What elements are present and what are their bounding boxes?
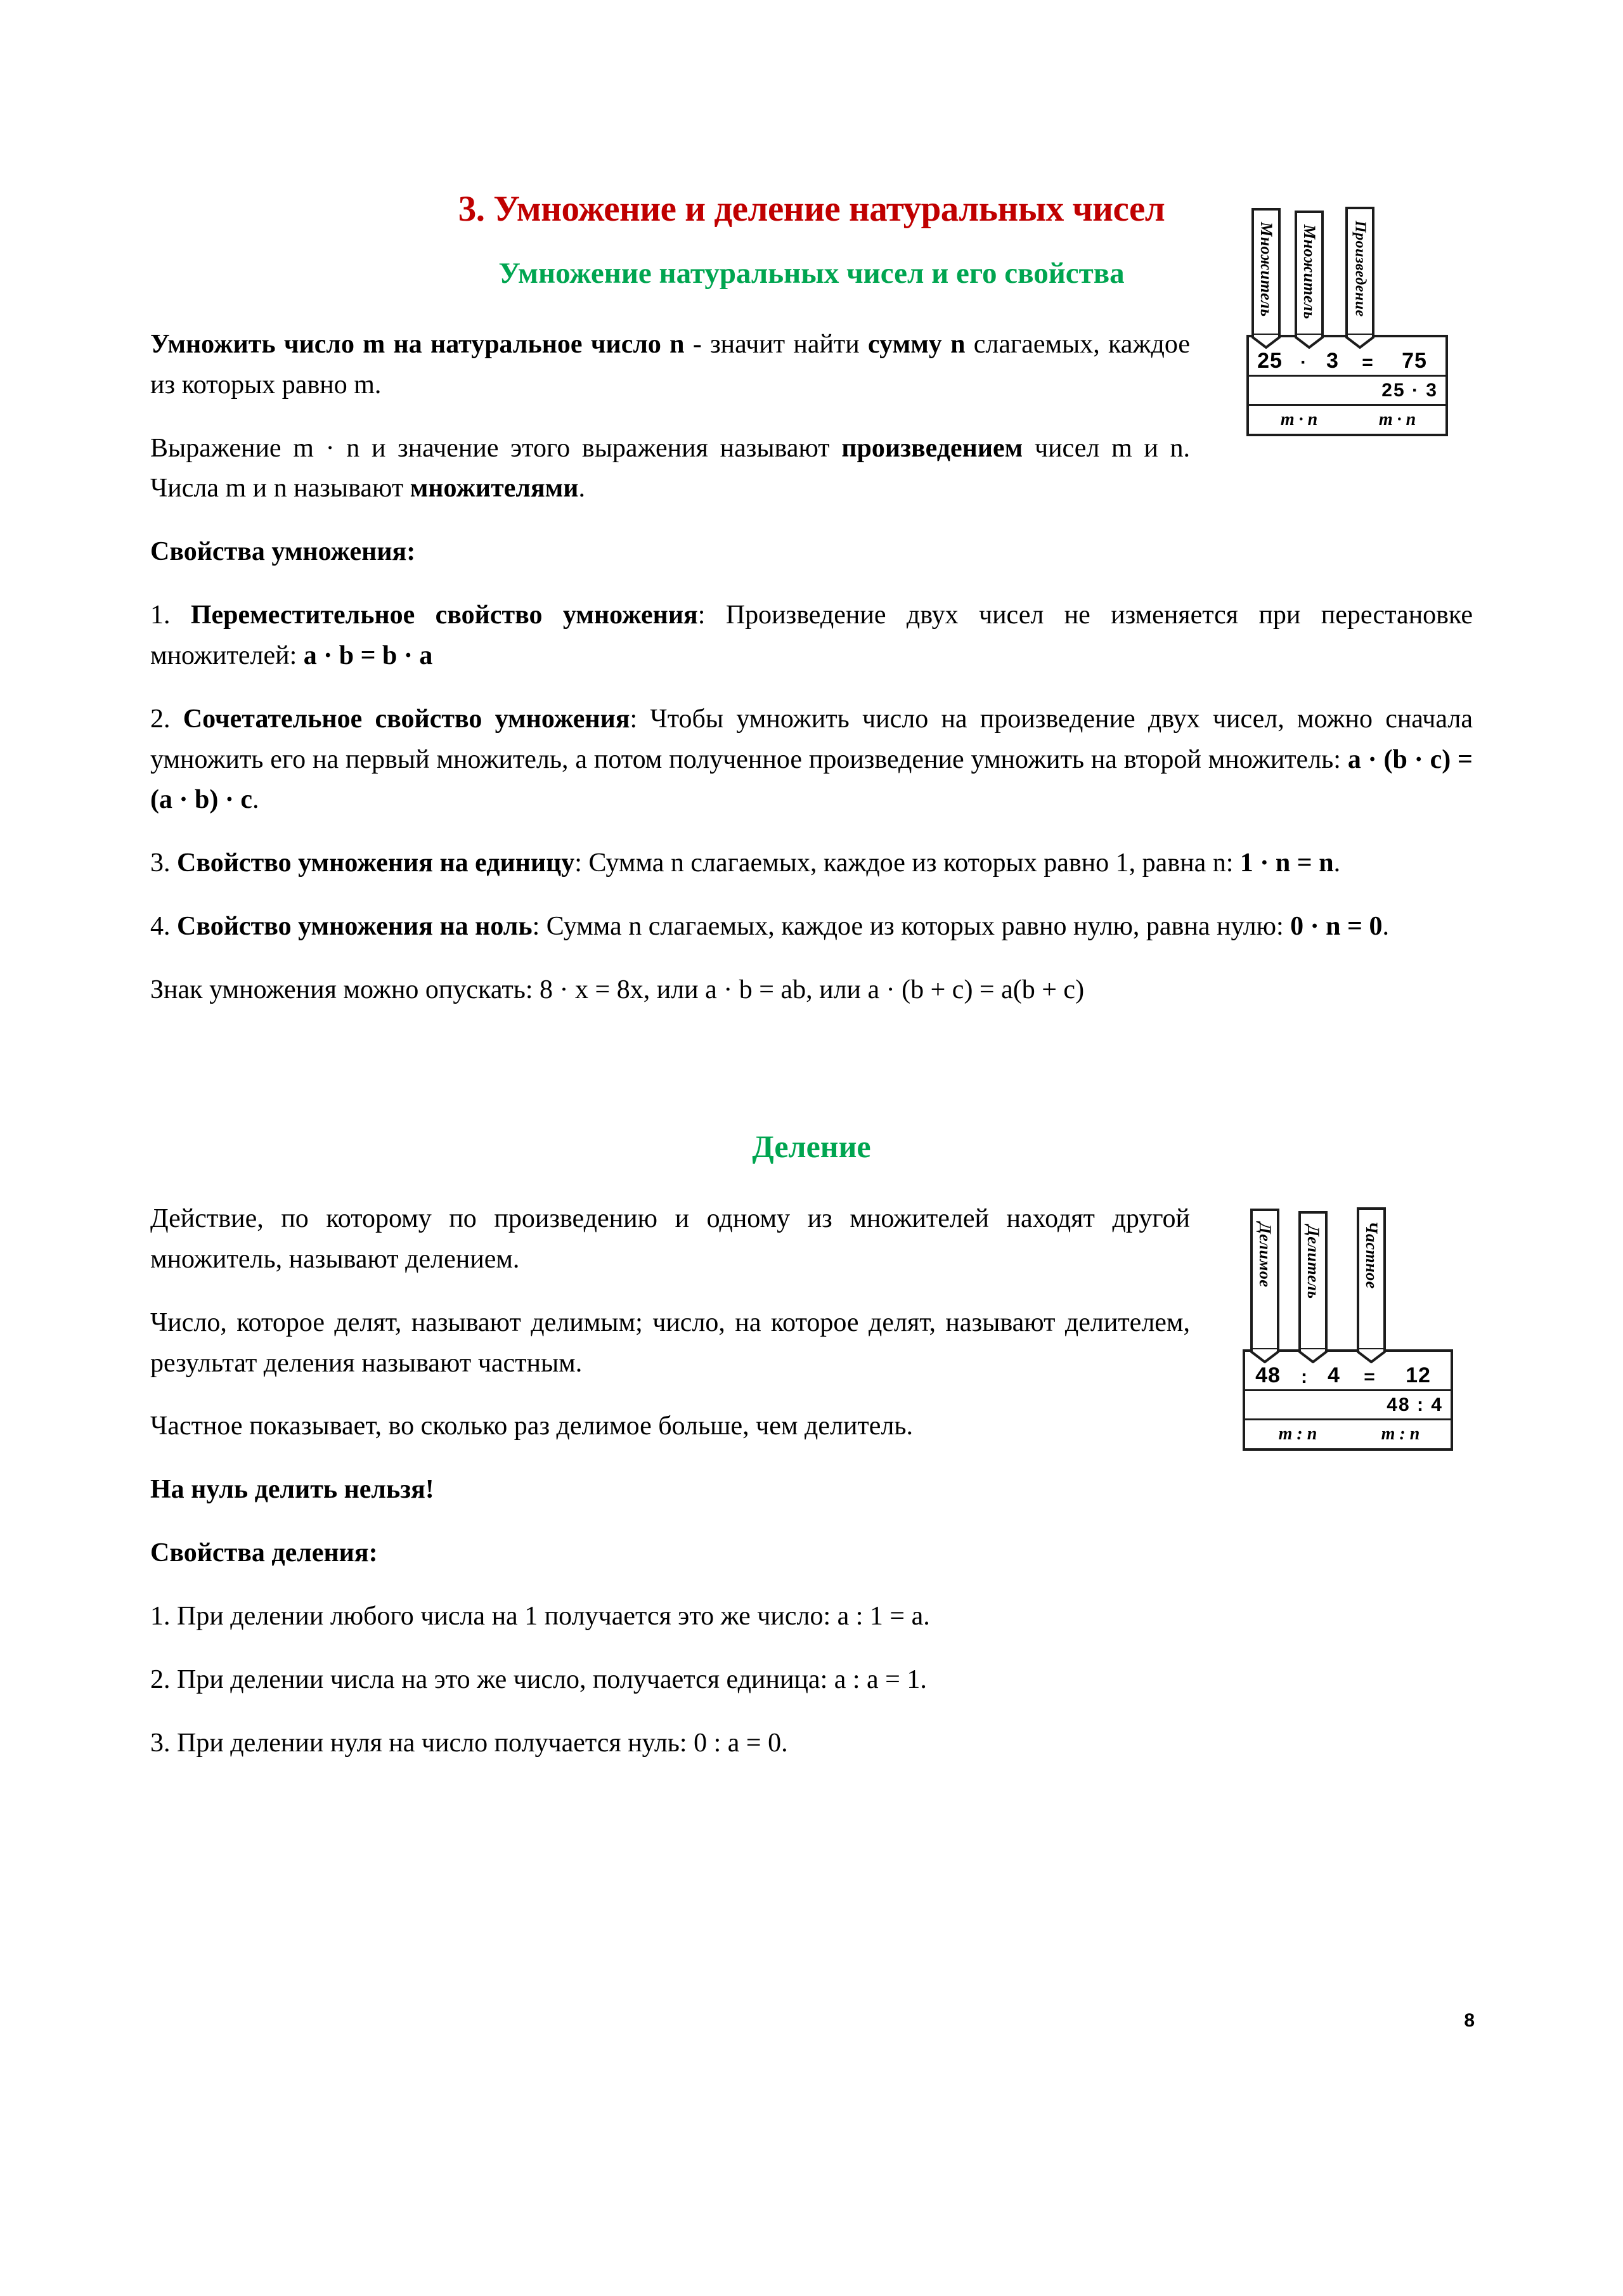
dividend-value: 48 (1255, 1363, 1281, 1387)
banner-label: Частное (1362, 1221, 1381, 1289)
property-name: Свойство умножения на ноль (177, 911, 533, 941)
property-number: 1. (150, 600, 191, 630)
multiplication-definition-1 (150, 325, 1190, 406)
page-number: 8 (1464, 2010, 1475, 2031)
property-colon: : (574, 848, 589, 878)
property-name: Переместительное свойство умножения (190, 600, 698, 630)
division-section-heading: Деление (752, 1128, 871, 1164)
term-product: произведением (841, 433, 1023, 463)
property-number: 2. (150, 704, 183, 734)
definition-bold-sum: сумму n (868, 329, 966, 359)
property-formula: a · (b · c) = (a · b) · c (150, 744, 1473, 815)
property-text: Сумма n слагаемых, каждое из которых равно 1, равна n: (588, 848, 1240, 878)
property-tail: . (1333, 848, 1341, 878)
divide-sign: : (1301, 1366, 1307, 1387)
property-number: 4. (150, 911, 177, 941)
multiplication-sign-note: Знак умножения можно опускать: 8 · x = 8x, или a · b = ab, или a · (b + c) = a(b + c) (150, 975, 1085, 1004)
banner-label: Множитель (1257, 222, 1276, 317)
definition-bold-lead: Умножить число m на натуральное число n (150, 329, 685, 359)
variable-expression-right: m · n (1378, 410, 1416, 429)
quotient-value: 12 (1406, 1363, 1431, 1387)
variable-expression-left: m : n (1278, 1424, 1317, 1444)
banner-label: Произведение (1352, 221, 1369, 317)
property-formula: 0 · n = 0 (1290, 911, 1383, 941)
property-text: Чтобы умножить число на произведение двух чисел, можно сначала умножить его на первый множитель, а потом полученное произведение умножить на второй множитель: (150, 704, 1473, 774)
product-value: 75 (1402, 349, 1427, 373)
multiplication-property-3 (150, 843, 1473, 884)
variable-expression-left: m · n (1280, 410, 1318, 429)
definition-text: - значит найти (684, 329, 869, 359)
property-colon: : (532, 911, 546, 941)
page-subtitle: Умножение натуральных чисел и его свойства (498, 256, 1125, 290)
property-tail: . (1382, 911, 1389, 941)
banner-label: Множитель (1300, 224, 1319, 320)
product-expression: 25 · 3 (1381, 379, 1438, 401)
definition-text-tail: слагаемых, каждое из которых равно m. (150, 329, 1190, 399)
property-text: Сумма n слагаемых, каждое из которых равно нулю, равна нулю: (546, 911, 1291, 941)
multiplication-property-2 (150, 699, 1473, 820)
equals-sign: = (1362, 352, 1373, 373)
division-definition-3: Частное показывает, во сколько раз делимое больше, чем делитель. (150, 1411, 914, 1441)
property-name: Сочетательное свойство умножения (183, 704, 630, 734)
term-factors: множителями (410, 474, 579, 503)
division-property-3: 3. При делении нуля на число получается нуль: 0 : a = 0. (150, 1728, 788, 1758)
banner-label: Делитель (1304, 1225, 1322, 1299)
document-body (150, 0, 1473, 1763)
division-properties-heading: Свойства деления: (150, 1538, 378, 1568)
multiplication-property-4 (150, 907, 1473, 947)
divisor-value: 4 (1328, 1363, 1340, 1387)
property-formula: 1 · n = n (1239, 848, 1334, 878)
multiplication-properties-heading: Свойства умножения: (150, 537, 416, 567)
property-tail: . (252, 785, 259, 815)
property-number: 3. (150, 848, 177, 878)
variable-expression-right: m : n (1381, 1424, 1420, 1444)
equals-sign: = (1364, 1366, 1375, 1387)
division-property-1: 1. При делении любого числа на 1 получается это же число: a : 1 = a. (150, 1601, 930, 1631)
definition-text-tail: . (578, 474, 585, 503)
multiply-sign: · (1300, 352, 1307, 373)
property-colon: : (630, 704, 650, 734)
property-text: Произведение двух чисел не изменяется при перестановке множителей: (150, 600, 1473, 670)
definition-text: чисел m и n. Числа m и n называют (150, 433, 1191, 503)
banner-label: Делимое (1256, 1223, 1274, 1288)
factor-1-value: 25 (1257, 349, 1283, 373)
page-title: 3. Умножение и деление натуральных чисел (458, 189, 1165, 229)
property-name: Свойство умножения на единицу (177, 848, 575, 878)
property-formula: a · b = b · a (303, 640, 433, 670)
factor-2-value: 3 (1326, 349, 1339, 373)
multiplication-property-1 (150, 595, 1473, 677)
division-definition-1: Действие, по которому по произведению и одному из множителей находят другой множитель, называют делением. (150, 1204, 1190, 1274)
property-colon: : (697, 600, 726, 630)
division-property-2: 2. При делении числа на это же число, получается единица: a : a = 1. (150, 1664, 927, 1694)
division-definition-2: Число, которое делят, называют делимым; число, на которое делят, называют делителем, результат деления называют частным. (150, 1307, 1190, 1378)
multiplication-definition-2 (150, 429, 1190, 510)
division-warning: На нуль делить нельзя! (150, 1475, 434, 1505)
definition-text: Выражение m · n и значение этого выражения называют (150, 433, 842, 463)
division-expression: 48 : 4 (1387, 1394, 1443, 1415)
